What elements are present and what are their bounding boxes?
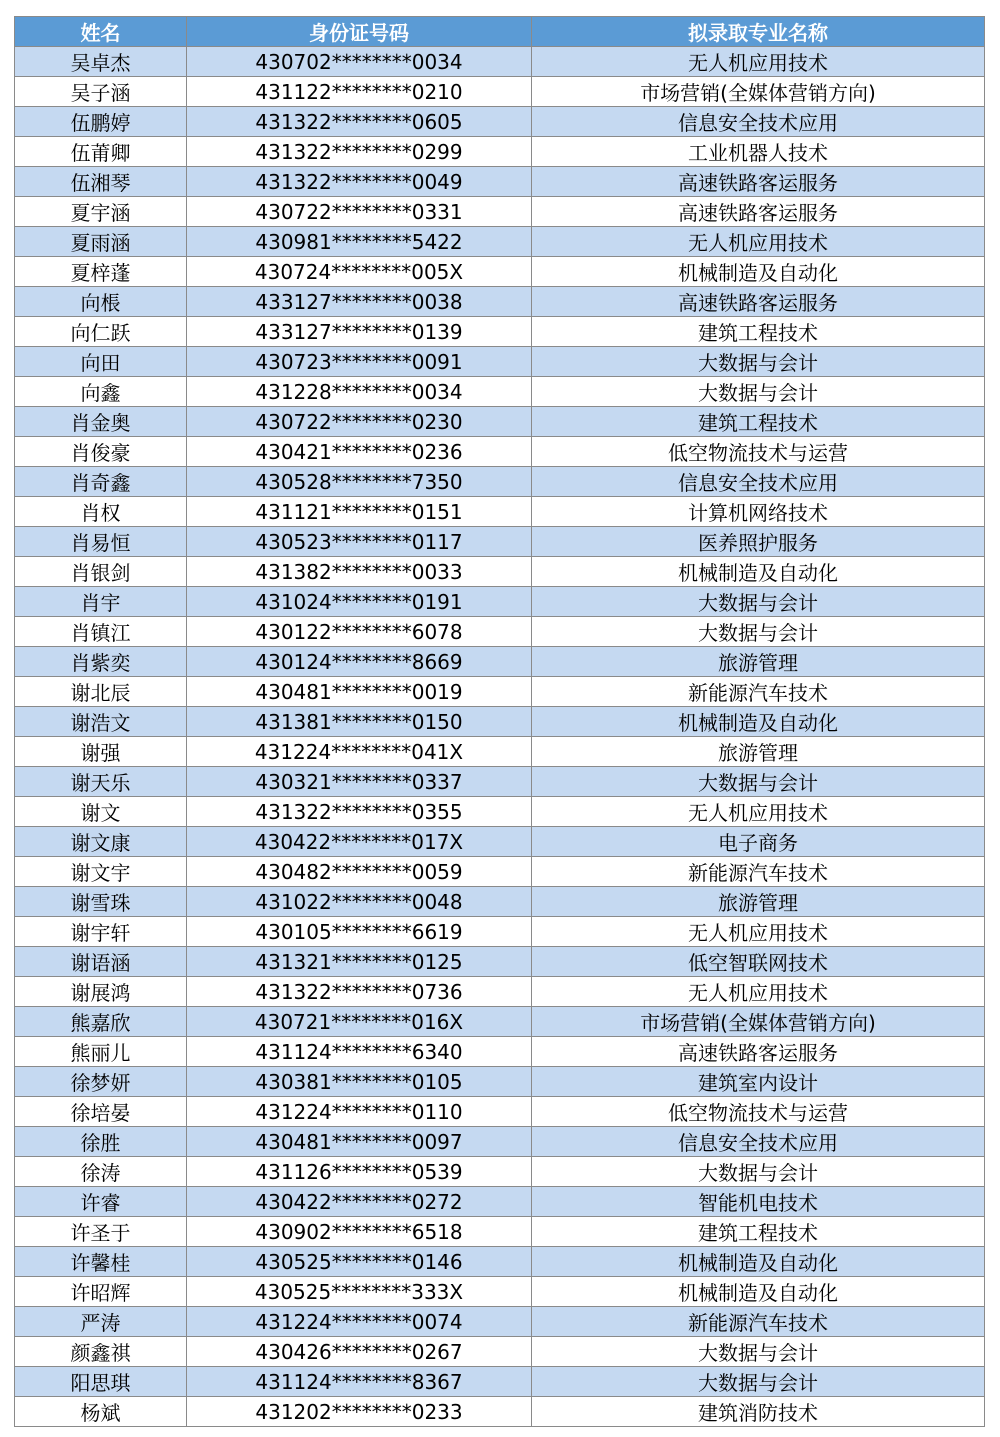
table-row	[15, 437, 985, 467]
table-row	[15, 797, 985, 827]
cell-id-number: 431322********0355	[187, 797, 532, 827]
table-header	[15, 17, 985, 47]
cell-major: 旅游管理	[532, 887, 985, 917]
cell-major: 建筑工程技术	[532, 317, 985, 347]
cell-major: 新能源汽车技术	[532, 677, 985, 707]
cell-name: 肖紫奕	[15, 647, 187, 677]
cell-id-number: 431122********0210	[187, 77, 532, 107]
table-row	[15, 527, 985, 557]
cell-major: 无人机应用技术	[532, 47, 985, 77]
table-row	[15, 317, 985, 347]
cell-major: 无人机应用技术	[532, 977, 985, 1007]
cell-name: 向田	[15, 347, 187, 377]
cell-name: 杨斌	[15, 1397, 187, 1427]
cell-name: 伍鹏婷	[15, 107, 187, 137]
cell-major: 旅游管理	[532, 647, 985, 677]
table-row	[15, 1307, 985, 1337]
table-row	[15, 467, 985, 497]
table-row	[15, 887, 985, 917]
cell-id-number: 430482********0059	[187, 857, 532, 887]
cell-name: 谢北辰	[15, 677, 187, 707]
cell-name: 谢展鸿	[15, 977, 187, 1007]
cell-id-number: 431382********0033	[187, 557, 532, 587]
cell-id-number: 431321********0125	[187, 947, 532, 977]
cell-id-number: 431381********0150	[187, 707, 532, 737]
cell-name: 伍湘琴	[15, 167, 187, 197]
table-row	[15, 947, 985, 977]
cell-major: 机械制造及自动化	[532, 557, 985, 587]
cell-major: 高速铁路客运服务	[532, 1037, 985, 1067]
cell-name: 肖镇江	[15, 617, 187, 647]
cell-major: 市场营销(全媒体营销方向)	[532, 77, 985, 107]
cell-major: 无人机应用技术	[532, 917, 985, 947]
cell-name: 伍莆卿	[15, 137, 187, 167]
cell-name: 肖易恒	[15, 527, 187, 557]
cell-name: 谢天乐	[15, 767, 187, 797]
cell-major: 机械制造及自动化	[532, 1277, 985, 1307]
cell-id-number: 430122********6078	[187, 617, 532, 647]
table-row	[15, 587, 985, 617]
table-row	[15, 197, 985, 227]
cell-id-number: 431322********0605	[187, 107, 532, 137]
cell-id-number: 431022********0048	[187, 887, 532, 917]
cell-major: 大数据与会计	[532, 377, 985, 407]
cell-name: 许昭辉	[15, 1277, 187, 1307]
table-row	[15, 1187, 985, 1217]
cell-name: 向仁跃	[15, 317, 187, 347]
table-row	[15, 767, 985, 797]
cell-major: 新能源汽车技术	[532, 857, 985, 887]
cell-major: 大数据与会计	[532, 347, 985, 377]
table-row	[15, 407, 985, 437]
table-row	[15, 1217, 985, 1247]
cell-major: 信息安全技术应用	[532, 1127, 985, 1157]
table-row	[15, 647, 985, 677]
table-row	[15, 1157, 985, 1187]
cell-id-number: 430723********0091	[187, 347, 532, 377]
cell-name: 颜鑫祺	[15, 1337, 187, 1367]
admission-list-table	[14, 16, 985, 1427]
table-row	[15, 347, 985, 377]
table-row	[15, 107, 985, 137]
cell-major: 建筑工程技术	[532, 407, 985, 437]
cell-major: 建筑室内设计	[532, 1067, 985, 1097]
cell-id-number: 433127********0139	[187, 317, 532, 347]
table-row	[15, 677, 985, 707]
cell-name: 谢强	[15, 737, 187, 767]
cell-major: 信息安全技术应用	[532, 107, 985, 137]
cell-id-number: 431322********0736	[187, 977, 532, 1007]
cell-id-number: 430422********0272	[187, 1187, 532, 1217]
cell-name: 徐梦妍	[15, 1067, 187, 1097]
cell-major: 机械制造及自动化	[532, 257, 985, 287]
table-row	[15, 77, 985, 107]
cell-major: 大数据与会计	[532, 587, 985, 617]
cell-name: 肖银剑	[15, 557, 187, 587]
cell-major: 低空物流技术与运营	[532, 437, 985, 467]
cell-id-number: 430528********7350	[187, 467, 532, 497]
table-row	[15, 497, 985, 527]
cell-id-number: 430525********333X	[187, 1277, 532, 1307]
cell-id-number: 430702********0034	[187, 47, 532, 77]
cell-name: 熊嘉欣	[15, 1007, 187, 1037]
cell-major: 无人机应用技术	[532, 797, 985, 827]
cell-id-number: 430421********0236	[187, 437, 532, 467]
table-row	[15, 1247, 985, 1277]
cell-id-number: 430481********0097	[187, 1127, 532, 1157]
cell-id-number: 431322********0299	[187, 137, 532, 167]
cell-major: 建筑工程技术	[532, 1217, 985, 1247]
table-row	[15, 1007, 985, 1037]
table-row	[15, 1337, 985, 1367]
table-row	[15, 137, 985, 167]
cell-major: 大数据与会计	[532, 1157, 985, 1187]
cell-name: 谢雪珠	[15, 887, 187, 917]
cell-id-number: 430321********0337	[187, 767, 532, 797]
table-row	[15, 1367, 985, 1397]
cell-id-number: 430481********0019	[187, 677, 532, 707]
cell-major: 机械制造及自动化	[532, 1247, 985, 1277]
cell-major: 大数据与会计	[532, 767, 985, 797]
cell-major: 低空物流技术与运营	[532, 1097, 985, 1127]
cell-id-number: 431224********041X	[187, 737, 532, 767]
table-body	[15, 47, 985, 1427]
cell-id-number: 430722********0331	[187, 197, 532, 227]
table-row	[15, 47, 985, 77]
cell-major: 工业机器人技术	[532, 137, 985, 167]
cell-id-number: 430724********005X	[187, 257, 532, 287]
cell-major: 机械制造及自动化	[532, 707, 985, 737]
cell-name: 吴卓杰	[15, 47, 187, 77]
cell-id-number: 430426********0267	[187, 1337, 532, 1367]
cell-name: 徐涛	[15, 1157, 187, 1187]
cell-major: 大数据与会计	[532, 1367, 985, 1397]
table-row	[15, 827, 985, 857]
cell-name: 肖奇鑫	[15, 467, 187, 497]
cell-name: 谢文宇	[15, 857, 187, 887]
cell-name: 许圣于	[15, 1217, 187, 1247]
table-row	[15, 227, 985, 257]
cell-major: 新能源汽车技术	[532, 1307, 985, 1337]
cell-id-number: 430381********0105	[187, 1067, 532, 1097]
cell-id-number: 430721********016X	[187, 1007, 532, 1037]
cell-name: 向鑫	[15, 377, 187, 407]
cell-id-number: 430523********0117	[187, 527, 532, 557]
table-row	[15, 377, 985, 407]
table-row	[15, 1037, 985, 1067]
cell-major: 高速铁路客运服务	[532, 287, 985, 317]
table-row	[15, 617, 985, 647]
cell-id-number: 430525********0146	[187, 1247, 532, 1277]
cell-id-number: 431202********0233	[187, 1397, 532, 1427]
table-row	[15, 737, 985, 767]
header-major: 拟录取专业名称	[532, 17, 985, 47]
cell-id-number: 433127********0038	[187, 287, 532, 317]
cell-id-number: 430722********0230	[187, 407, 532, 437]
cell-id-number: 430981********5422	[187, 227, 532, 257]
table-row	[15, 257, 985, 287]
table-row	[15, 287, 985, 317]
table-row	[15, 857, 985, 887]
cell-name: 谢文	[15, 797, 187, 827]
cell-major: 旅游管理	[532, 737, 985, 767]
cell-major: 无人机应用技术	[532, 227, 985, 257]
cell-name: 许睿	[15, 1187, 187, 1217]
table-row	[15, 1397, 985, 1427]
cell-id-number: 431126********0539	[187, 1157, 532, 1187]
header-name: 姓名	[15, 17, 187, 47]
cell-id-number: 431121********0151	[187, 497, 532, 527]
cell-name: 谢语涵	[15, 947, 187, 977]
table-row	[15, 917, 985, 947]
cell-id-number: 431124********6340	[187, 1037, 532, 1067]
cell-name: 谢浩文	[15, 707, 187, 737]
cell-name: 夏宇涵	[15, 197, 187, 227]
table-row	[15, 557, 985, 587]
cell-id-number: 430422********017X	[187, 827, 532, 857]
cell-major: 医养照护服务	[532, 527, 985, 557]
cell-id-number: 430124********8669	[187, 647, 532, 677]
cell-name: 阳思琪	[15, 1367, 187, 1397]
cell-id-number: 431124********8367	[187, 1367, 532, 1397]
cell-name: 熊丽儿	[15, 1037, 187, 1067]
cell-id-number: 430902********6518	[187, 1217, 532, 1247]
cell-name: 吴子涵	[15, 77, 187, 107]
cell-major: 电子商务	[532, 827, 985, 857]
cell-major: 计算机网络技术	[532, 497, 985, 527]
cell-name: 严涛	[15, 1307, 187, 1337]
cell-name: 徐胜	[15, 1127, 187, 1157]
table-row	[15, 1277, 985, 1307]
cell-major: 高速铁路客运服务	[532, 167, 985, 197]
cell-major: 市场营销(全媒体营销方向)	[532, 1007, 985, 1037]
cell-id-number: 431224********0110	[187, 1097, 532, 1127]
cell-name: 谢宇轩	[15, 917, 187, 947]
cell-id-number: 431024********0191	[187, 587, 532, 617]
table-row	[15, 167, 985, 197]
cell-major: 大数据与会计	[532, 617, 985, 647]
cell-id-number: 431322********0049	[187, 167, 532, 197]
cell-major: 建筑消防技术	[532, 1397, 985, 1427]
header-row	[15, 17, 985, 47]
cell-name: 谢文康	[15, 827, 187, 857]
header-id-number: 身份证号码	[187, 17, 532, 47]
cell-name: 夏梓蓬	[15, 257, 187, 287]
cell-name: 肖金奥	[15, 407, 187, 437]
cell-major: 智能机电技术	[532, 1187, 985, 1217]
cell-major: 信息安全技术应用	[532, 467, 985, 497]
cell-major: 高速铁路客运服务	[532, 197, 985, 227]
cell-name: 肖宇	[15, 587, 187, 617]
cell-name: 肖俊豪	[15, 437, 187, 467]
table-row	[15, 707, 985, 737]
cell-id-number: 431228********0034	[187, 377, 532, 407]
cell-major: 大数据与会计	[532, 1337, 985, 1367]
cell-name: 夏雨涵	[15, 227, 187, 257]
table-row	[15, 977, 985, 1007]
cell-name: 向棖	[15, 287, 187, 317]
cell-id-number: 431224********0074	[187, 1307, 532, 1337]
table-row	[15, 1127, 985, 1157]
table-row	[15, 1067, 985, 1097]
cell-name: 徐培晏	[15, 1097, 187, 1127]
table-row	[15, 1097, 985, 1127]
cell-name: 肖权	[15, 497, 187, 527]
cell-major: 低空智联网技术	[532, 947, 985, 977]
cell-id-number: 430105********6619	[187, 917, 532, 947]
cell-name: 许馨桂	[15, 1247, 187, 1277]
